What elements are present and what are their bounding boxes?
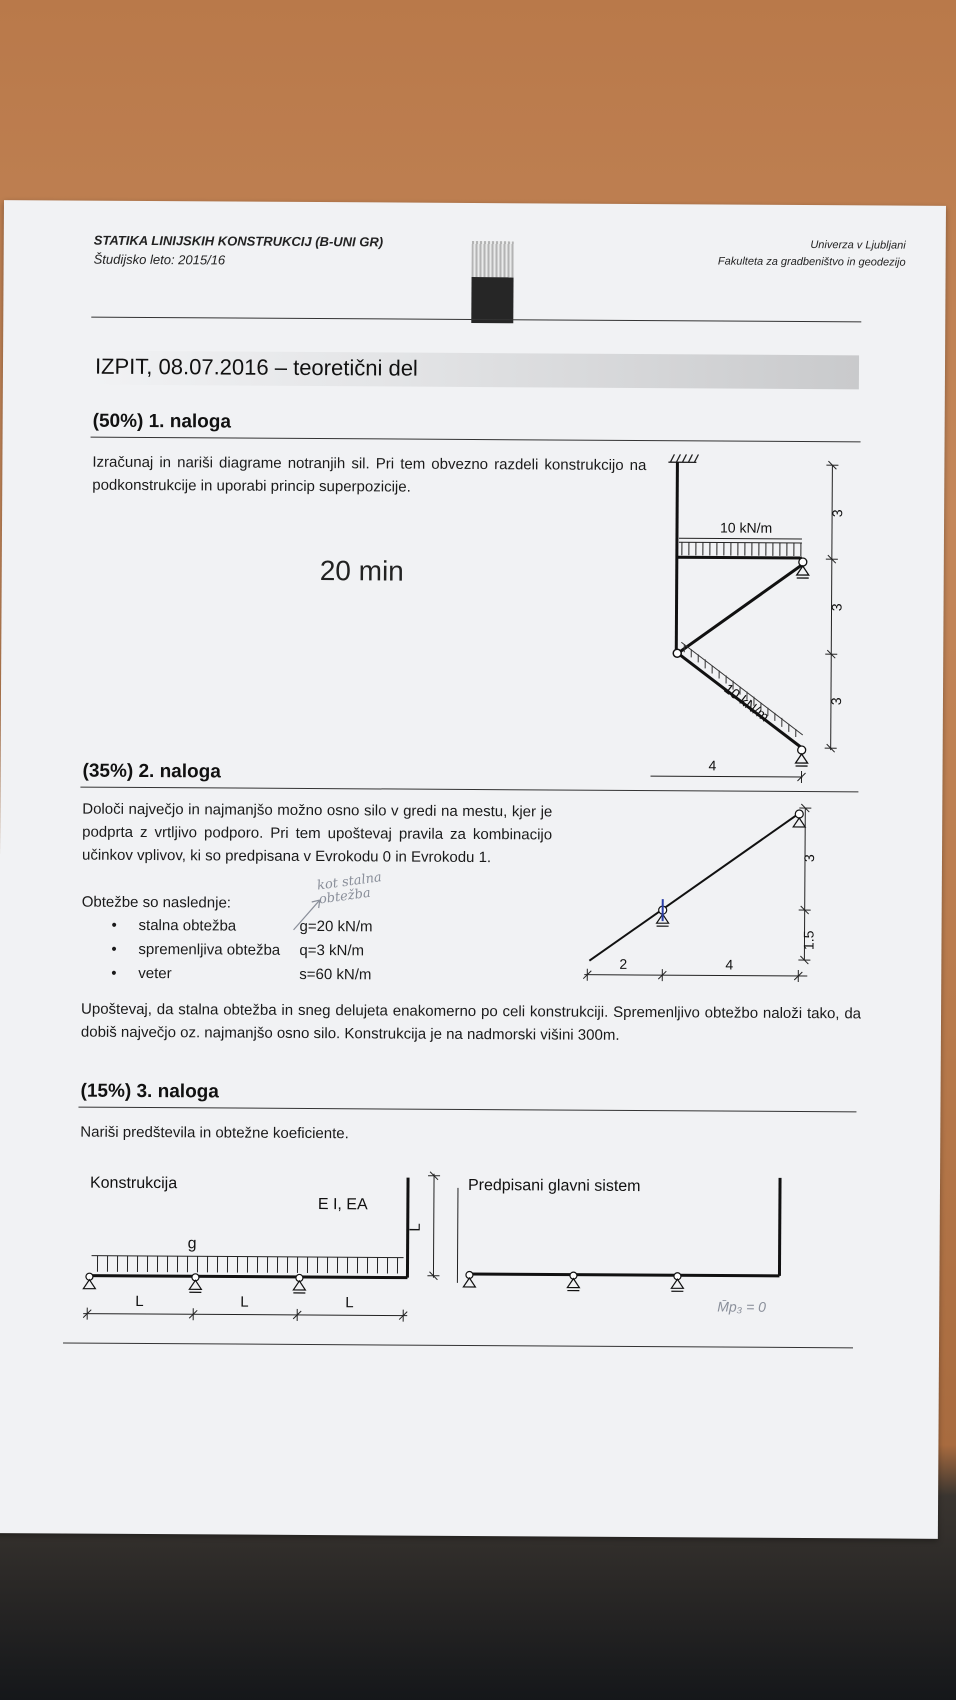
inclined-beam bbox=[589, 813, 798, 962]
load-row-variable bbox=[111, 941, 116, 958]
task2-structure-diagram bbox=[579, 799, 820, 990]
bullet: • bbox=[111, 916, 117, 934]
faculty-name: Fakulteta za gradbeništvo in geodezijo bbox=[717, 255, 906, 269]
task1-heading: (50%) 1. naloga bbox=[92, 410, 232, 433]
loads-intro: Obtežbe so naslednje: bbox=[81, 893, 232, 912]
label-constructed: Konstrukcija bbox=[89, 1174, 178, 1193]
exam-sheet bbox=[0, 200, 946, 1539]
header-right bbox=[718, 236, 906, 271]
load-row-wind bbox=[111, 965, 116, 982]
footer-rule bbox=[63, 1343, 853, 1349]
task3-heading: (15%) 3. naloga bbox=[80, 1080, 219, 1103]
course-title: STATIKA LINIJSKIH KONSTRUKCIJ (B-UNI GR) bbox=[93, 232, 384, 250]
handwritten-arrow bbox=[290, 894, 330, 934]
dim-label-1: 3 bbox=[829, 509, 846, 518]
top-beam bbox=[677, 557, 802, 558]
load-diagonal-label: 10 kN/m bbox=[721, 680, 773, 725]
dim-label-3: 3 bbox=[827, 697, 844, 706]
handwritten-note: kot stalna obtežba bbox=[316, 870, 383, 908]
header-left bbox=[94, 231, 384, 271]
label-primary-system: Predpisani glavni sistem bbox=[467, 1176, 641, 1196]
dim-label-h: 4 bbox=[708, 757, 717, 774]
handwritten-formula: M̄p₃ = 0 bbox=[717, 1298, 767, 1315]
load-top-label: 10 kN/m bbox=[719, 519, 773, 536]
task2-dim-h2: 4 bbox=[725, 956, 734, 973]
pin-support-top bbox=[793, 810, 805, 827]
divider-line bbox=[457, 1188, 458, 1283]
uniform-load-g bbox=[91, 1256, 403, 1274]
task2-followup: Upoštevaj, da stalna obtežba in sneg delujeta enakomerno po celi konstrukciji. Spremenljivo obtežbo naloži tako, da dobiš največjo oz. najmanjšo osno silo. Konstrukcija je na nadmorski višini 300m. bbox=[80, 1000, 862, 1044]
task2-horizontal-dims bbox=[583, 969, 807, 982]
bullet: • bbox=[111, 940, 117, 958]
task1-rule bbox=[91, 437, 861, 443]
top-distributed-load bbox=[679, 538, 802, 556]
task1-structure-diagram bbox=[650, 454, 862, 795]
load-name-wind: veter bbox=[138, 964, 172, 983]
height-label: L bbox=[406, 1223, 424, 1232]
span-label-2: L bbox=[240, 1293, 249, 1311]
fixed-support bbox=[668, 454, 698, 462]
load-value-wind: s=60 kN/m bbox=[299, 965, 372, 984]
height-dimension bbox=[427, 1172, 440, 1280]
bullet: • bbox=[111, 964, 117, 982]
task3-text: Nariši predštevila in obtežne koeficiente. bbox=[80, 1123, 349, 1143]
task2-dim-h1: 2 bbox=[619, 955, 628, 972]
load-row-permanent bbox=[112, 917, 117, 934]
task2-text: Določi največjo in najmanjšo možno osno silo v gredi na mestu, kjer je podprta z vrtljivo podporo. Pri tem upoštevaj pravila za kombinacijo učinkov vplivov, ki so predpisana v Evrokodu 0 in Evrokodu 1. bbox=[81, 800, 553, 867]
span-label-3: L bbox=[345, 1294, 354, 1312]
exam-title: IZPIT, 08.07.2016 – teoretični del bbox=[94, 353, 418, 381]
university-name: Univerza v Ljubljani bbox=[810, 239, 906, 252]
task3-rule bbox=[78, 1107, 856, 1113]
time-note: 20 min bbox=[319, 555, 404, 587]
task2-heading: (35%) 2. naloga bbox=[82, 760, 221, 783]
task2-dim-v1: 3 bbox=[800, 854, 818, 863]
load-value-permanent: g=20 kN/m bbox=[299, 917, 373, 936]
horizontal-dimension bbox=[650, 770, 805, 783]
right-beam bbox=[469, 1274, 779, 1276]
column-hinge bbox=[673, 649, 681, 657]
load-value-variable: q=3 kN/m bbox=[299, 941, 365, 960]
study-year: Študijsko leto: 2015/16 bbox=[93, 251, 226, 268]
task3-diagrams bbox=[77, 1156, 858, 1336]
roller-support-bottom bbox=[796, 746, 808, 766]
right-column bbox=[779, 1178, 780, 1276]
left-beam bbox=[89, 1276, 407, 1278]
task1-text: Izračunaj in nariši diagrame notranjih sil. Pri tem obvezno razdeli konstrukcijo na podkonstrukcije in uporabi princip superpozicije. bbox=[92, 453, 647, 496]
upper-diagonal bbox=[679, 564, 802, 653]
university-logo bbox=[471, 241, 514, 323]
load-name-permanent: stalna obtežba bbox=[138, 916, 237, 935]
load-name-variable: spremenljiva obtežba bbox=[138, 940, 281, 959]
loads-list bbox=[81, 917, 421, 991]
label-load: g bbox=[187, 1235, 197, 1253]
label-props: E I, EA bbox=[317, 1196, 368, 1214]
task2-dim-v2: 1.5 bbox=[800, 930, 817, 951]
dim-label-2: 3 bbox=[828, 603, 845, 612]
span-label-1: L bbox=[135, 1292, 144, 1310]
